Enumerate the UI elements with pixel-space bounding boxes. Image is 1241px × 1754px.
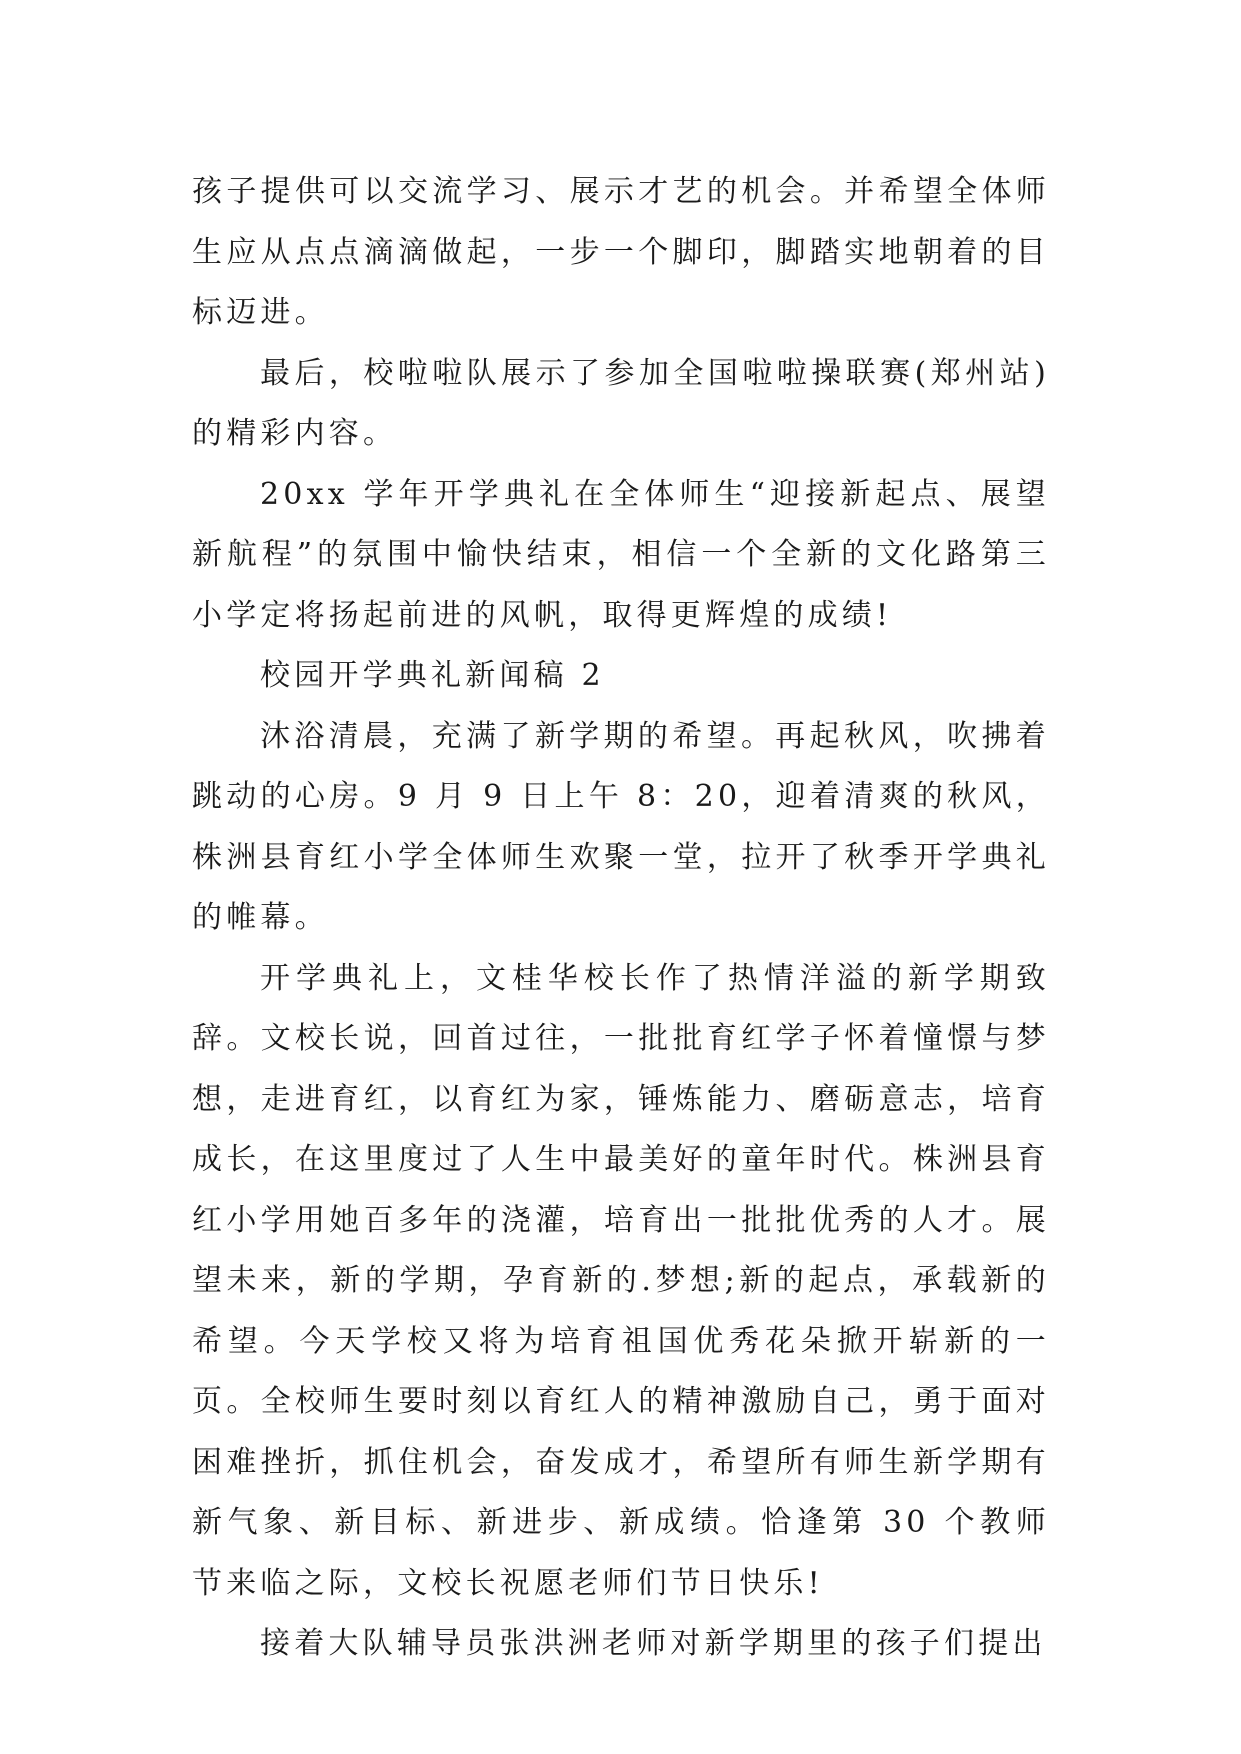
section-heading: 校园开学典礼新闻稿 2 — [260, 658, 605, 693]
paragraph-2: 最后，校啦啦队展示了参加全国啦啦操联赛(郑州站)的精彩内容。 — [192, 355, 1050, 451]
document-page — [192, 162, 1050, 1675]
paragraph-1: 孩子提供可以交流学习、展示才艺的机会。并希望全体师生应从点点滴滴做起，一步一个脚印，脚踏实地朝着的目标迈进。 — [192, 174, 1050, 330]
paragraph-3: 20xx 学年开学典礼在全体师生“迎接新起点、展望新航程”的氛围中愉快结束，相信一个全新的文化路第三小学定将扬起前进的风帆，取得更辉煌的成绩! — [192, 476, 1050, 633]
paragraph-4: 沐浴清晨，充满了新学期的希望。再起秋风，吹拂着跳动的心房。9 月 9 日上午 8：20，迎着清爽的秋风，株洲县育红小学全体师生欢聚一堂，拉开了秋季开学典礼的帷幕。 — [192, 718, 1050, 935]
paragraph-5: 开学典礼上，文桂华校长作了热情洋溢的新学期致辞。文校长说，回首过往，一批批育红学子怀着憧憬与梦想，走进育红，以育红为家，锤炼能力、磨砺意志，培育成长，在这里度过了人生中最美好的童年时代。株洲县育红小学用她百多年的浇灌，培育出一批批优秀的人才。展望未来，新的学期，孕育新的.梦想;新的起点，承载新的希望。今天学校又将为培育祖国优秀花朵掀开崭新的一页。全校师生要时刻以育红人的精神激励自己，勇于面对困难挫折，抓住机会，奋发成才，希望所有师生新学期有新气象、新目标、新进步、新成绩。恰逢第 30 个教师节来临之际，文校长祝愿老师们节日快乐! — [192, 960, 1050, 1601]
paragraph-6: 接着大队辅导员张洪洲老师对新学期里的孩子们提出 — [260, 1626, 1047, 1661]
